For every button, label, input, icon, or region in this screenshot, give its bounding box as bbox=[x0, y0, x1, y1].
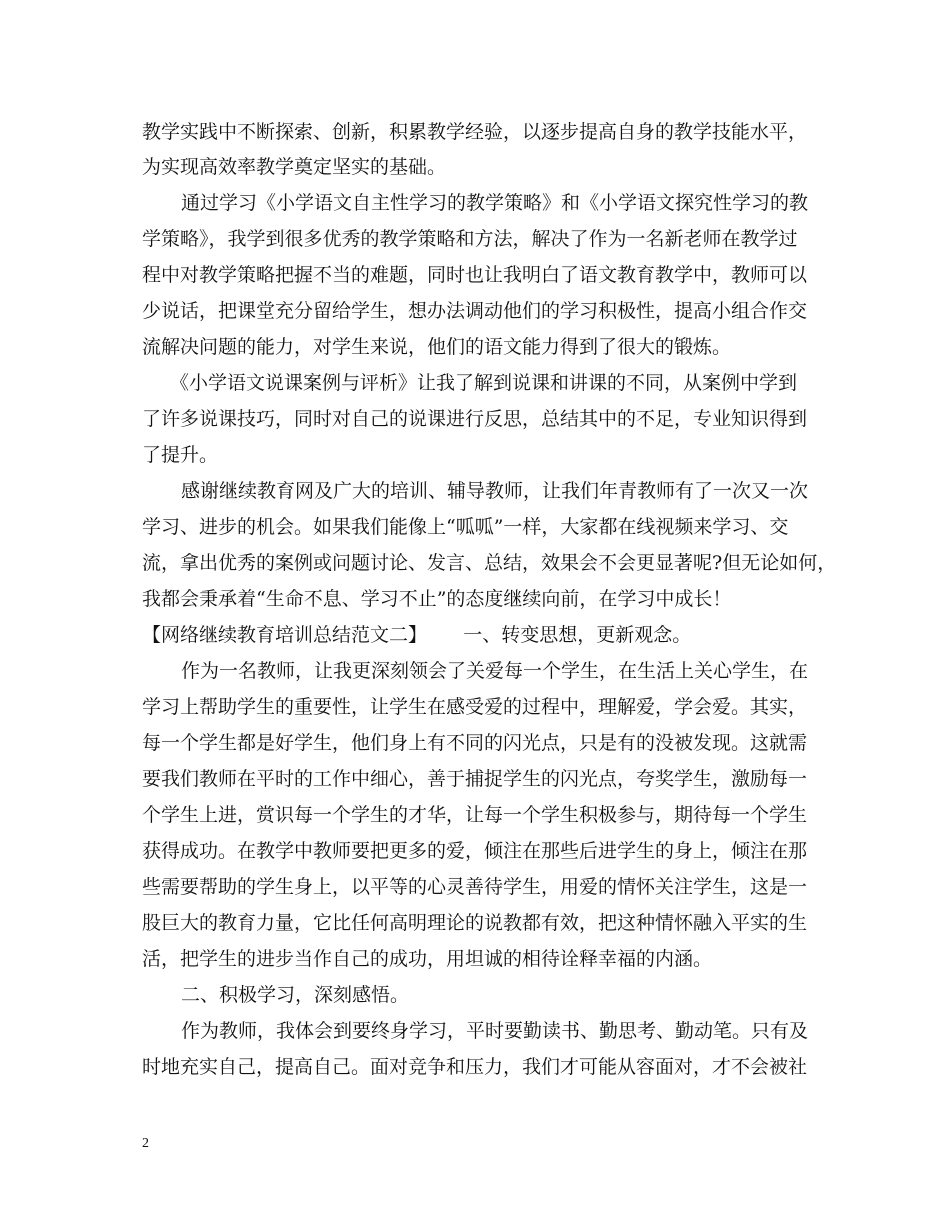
text-line: 要我们教师在平时的工作中细心，善于捕捉学生的闪光点，夸奖学生，激励每一 bbox=[142, 768, 808, 790]
text-line: 每一个学生都是好学生，他们身上有不同的闪光点，只是有的没被发现。这就需 bbox=[142, 732, 808, 754]
text-line: 程中对教学策略把握不当的难题，同时也让我明白了语文教育教学中，教师可以 bbox=[142, 264, 808, 286]
text-line: 学习上帮助学生的重要性，让学生在感受爱的过程中，理解爱，学会爱。其实， bbox=[142, 696, 808, 718]
text-line: 流，拿出优秀的案例或问题讨论、发言、总结，效果会不会更显著呢?但无论如何， bbox=[142, 552, 837, 574]
text-line: 了提升。 bbox=[142, 444, 219, 466]
text-line: 股巨大的教育力量，它比任何高明理论的说教都有效，把这种情怀融入平实的生 bbox=[142, 912, 808, 934]
text-line: 学习、进步的机会。如果我们能像上“呱呱”一样，大家都在线视频来学习、交 bbox=[142, 516, 789, 538]
text-line: 作为一名教师，让我更深刻领会了关爱每一个学生，在生活上关心学生，在 bbox=[181, 660, 809, 682]
text-line: 作为教师，我体会到要终身学习，平时要勤读书、勤思考、勤动笔。只有及 bbox=[181, 1020, 809, 1042]
text-line: 了许多说课技巧，同时对自己的说课进行反思，总结其中的不足，专业知识得到 bbox=[142, 408, 808, 430]
text-line: 活，把学生的进步当作自己的成功，用坦诚的相待诠释幸福的内涵。 bbox=[142, 948, 713, 970]
text-line: 通过学习《小学语文自主性学习的教学策略》和《小学语文探究性学习的教 bbox=[181, 192, 809, 214]
text-line: 为实现高效率教学奠定坚实的基础。 bbox=[142, 156, 447, 178]
text-line: 学策略》，我学到很多优秀的教学策略和方法，解决了作为一名新老师在教学过 bbox=[142, 228, 798, 250]
text-line: 我都会秉承着“生命不息、学习不止”的态度继续向前，在学习中成长！ bbox=[142, 588, 732, 610]
text-line: 时地充实自己，提高自己。面对竞争和压力，我们才可能从容面对，才不会被社 bbox=[142, 1056, 808, 1078]
text-line: 些需要帮助的学生身上，以平等的心灵善待学生，用爱的情怀关注学生，这是一 bbox=[142, 876, 808, 898]
text-line: 个学生上进，赏识每一个学生的才华，让每一个学生积极参与，期待每一个学生 bbox=[142, 804, 808, 826]
section-heading-line: 【网络继续教育培训总结范文二】 一、转变思想，更新观念。 bbox=[142, 624, 692, 646]
text-line: 感谢继续教育网及广大的培训、辅导教师，让我们年青教师有了一次又一次 bbox=[181, 480, 809, 502]
page-number: 2 bbox=[142, 1136, 149, 1151]
text-line: 少说话，把课堂充分留给学生，想办法调动他们的学习积极性，提高小组合作交 bbox=[142, 300, 808, 322]
text-line: 教学实践中不断探索、创新，积累教学经验，以逐步提高自身的教学技能水平， bbox=[142, 121, 808, 143]
text-line: 流解决问题的能力，对学生来说，他们的语文能力得到了很大的锻炼。 bbox=[142, 336, 732, 358]
section-heading-line: 二、积极学习，深刻感悟。 bbox=[181, 984, 410, 1006]
text-line: 《小学语文说课案例与评析》让我了解到说课和讲课的不同，从案例中学到 bbox=[170, 372, 798, 394]
text-line: 获得成功。在教学中教师要把更多的爱，倾注在那些后进学生的身上，倾注在那 bbox=[142, 840, 808, 862]
